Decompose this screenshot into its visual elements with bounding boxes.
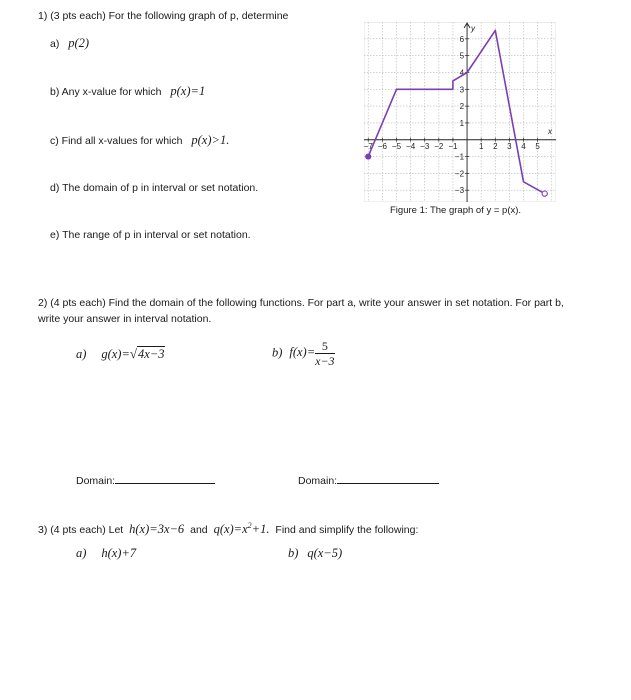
q1-part-e: e) The range of p in interval or set notation. — [50, 229, 251, 241]
q1-c-expr: p(x)>1. — [191, 133, 230, 147]
figure-1-graph — [364, 22, 556, 202]
q1-b-expr: p(x)=1 — [170, 84, 206, 98]
q2-part-b — [272, 339, 335, 368]
q1-intro: 1) (3 pts each) For the following graph of p, determine — [38, 10, 289, 22]
x-tick-label: 5 — [535, 141, 540, 151]
q2-domain-b-blank[interactable] — [337, 473, 439, 484]
x-tick-label: −1 — [448, 141, 458, 151]
q2-a-label: a) — [76, 347, 87, 361]
y-tick-label: −2 — [454, 169, 465, 179]
q1-c-text: c) Find all x-values for which — [50, 135, 183, 147]
q2-domain-a-blank[interactable] — [115, 473, 215, 484]
q2-b-denominator: x−3 — [315, 354, 335, 368]
q3-b-expr: q(x−5) — [307, 546, 343, 560]
x-tick-label: 2 — [493, 141, 498, 151]
q3-a-expr: h(x)+7 — [101, 546, 137, 560]
x-tick-label: −6 — [377, 141, 387, 151]
x-tick-label: 4 — [521, 141, 526, 151]
q1-b-text: b) Any x-value for which — [50, 86, 162, 98]
q2-intro-line1: 2) (4 pts each) Find the domain of the following functions. For part a, write your answer in set notation. For part b, — [38, 297, 564, 309]
x-tick-label: 1 — [478, 141, 484, 151]
q2-domain-b-label: Domain: — [298, 475, 338, 487]
q2-a-lhs: g(x)= — [101, 347, 130, 361]
q3-intro-prefix: 3) (4 pts each) Let — [38, 524, 124, 537]
x-tick-label: 3 — [507, 141, 512, 151]
q3-a-label: a) — [76, 546, 87, 560]
q2-domain-a-label: Domain: — [76, 475, 116, 487]
y-tick-label: 3 — [459, 85, 465, 95]
q2-domain-b — [298, 473, 439, 487]
q2-intro-line2: write your answer in interval notation. — [38, 313, 212, 325]
q1-part-d: d) The domain of p in interval or set notation. — [50, 182, 259, 194]
q3-q-base: q(x)=x — [213, 522, 248, 537]
q2-part-a — [76, 346, 165, 362]
q2-b-label: b) — [272, 345, 283, 360]
sqrt-sign-icon: √ — [129, 346, 138, 361]
x-tick-label: −7 — [364, 141, 373, 151]
q1-a-label: a) — [50, 38, 60, 50]
x-tick-label: −5 — [391, 141, 402, 151]
x-axis-label: x — [548, 126, 552, 136]
q1-part-b — [50, 84, 205, 99]
q2-b-lhs: f(x)= — [289, 345, 316, 360]
y-tick-label: −1 — [454, 152, 465, 162]
q3-b-label: b) — [288, 546, 299, 560]
y-tick-label: 5 — [459, 51, 465, 61]
q2-b-numerator: 5 — [315, 339, 334, 354]
x-tick-label: −3 — [420, 141, 430, 151]
q3-part-b — [288, 546, 342, 561]
q2-a-radicand: 4x−3 — [138, 347, 165, 361]
start-point-closed — [366, 154, 371, 159]
x-tick-label: −2 — [434, 141, 444, 151]
y-axis-label: y — [471, 24, 476, 33]
y-tick-label: 4 — [459, 68, 465, 78]
q3-part-a — [76, 546, 136, 561]
q1-a-expr: p(2) — [68, 36, 90, 50]
q3-h-definition: h(x)=3x−6 — [129, 522, 185, 537]
q2-b-fraction — [315, 339, 334, 368]
y-tick-label: 6 — [459, 34, 465, 44]
q3-q-exponent: 2 — [247, 521, 252, 530]
q3-intro — [38, 521, 418, 537]
y-tick-label: 1 — [459, 118, 465, 128]
q3-and: and — [190, 524, 208, 537]
q3-intro-suffix: Find and simplify the following: — [275, 524, 419, 537]
q2-domain-a — [76, 473, 215, 487]
end-point-open — [542, 191, 547, 196]
x-tick-label: −4 — [406, 141, 416, 151]
q1-part-c — [50, 133, 229, 148]
y-tick-label: −3 — [454, 186, 465, 196]
figure-caption: Figure 1: The graph of y = p(x). — [390, 205, 522, 216]
q3-q-tail: +1. — [251, 522, 270, 537]
y-tick-label: 2 — [459, 102, 465, 112]
q3-q-definition — [214, 522, 270, 536]
q1-part-a — [50, 36, 89, 51]
